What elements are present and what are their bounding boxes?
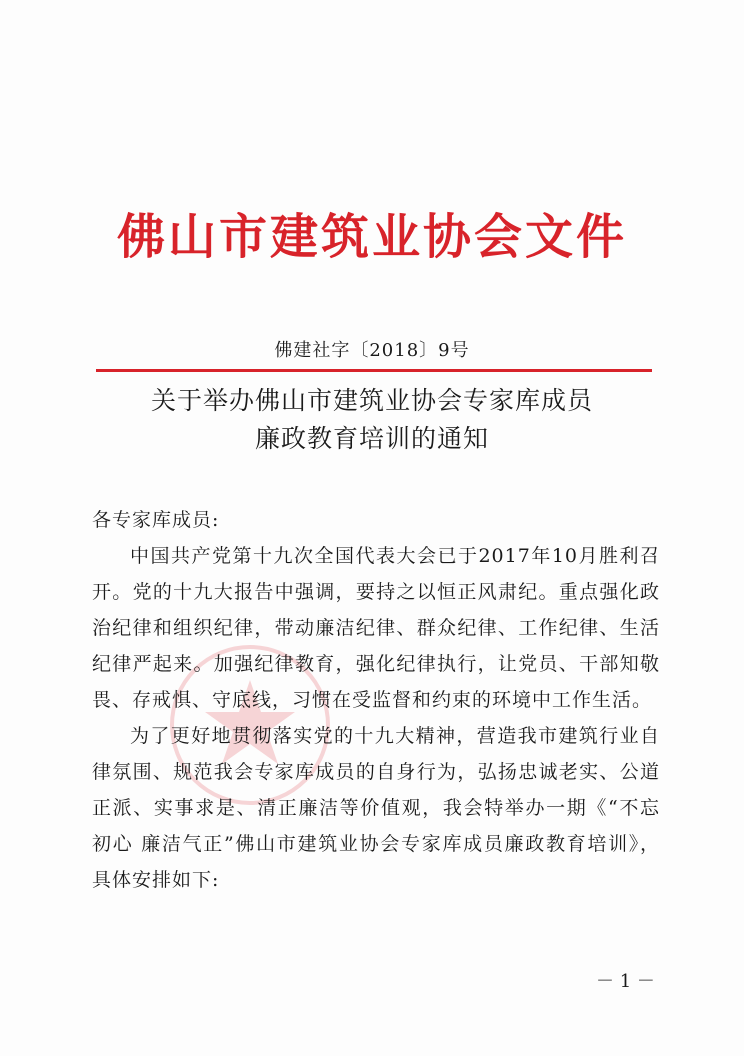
notice-title bbox=[0, 382, 744, 458]
notice-title-line1: 关于举办佛山市建筑业协会专家库成员 bbox=[150, 386, 593, 415]
body-paragraph-1: 中国共产党第十九次全国代表大会已于2017年10月胜利召开。党的十九大报告中强调，要持之以恒正风肃纪。重点强化政治纪律和组织纪律，带动廉洁纪律、群众纪律、工作纪律、生活纪律严起来。加强纪律教育，强化纪律执行，让党员、干部知敬畏、存戒惧、守底线，习惯在受监督和约束的环境中工作生活。 bbox=[92, 545, 660, 711]
header-divider bbox=[96, 369, 652, 372]
document-number: 佛建社字〔2018〕9号 bbox=[274, 340, 470, 361]
salutation: 各专家库成员: bbox=[92, 509, 220, 531]
notice-body bbox=[92, 502, 660, 898]
body-paragraph-2: 为了更好地贯彻落实党的十九大精神，营造我市建筑行业自律氛围、规范我会专家库成员的自身行为，弘扬忠诚老实、公道正派、实事求是、清正廉洁等价值观，我会特举办一期《“不忘初心 廉洁气正”佛山市建筑业协会专家库成员廉政教育培训》，具体安排如下: bbox=[92, 725, 660, 891]
page-number: － 1 － bbox=[596, 971, 655, 992]
document-header-title: 佛山市建筑业协会文件 bbox=[116, 209, 627, 265]
notice-title-line2: 廉政教育培训的通知 bbox=[254, 424, 489, 453]
